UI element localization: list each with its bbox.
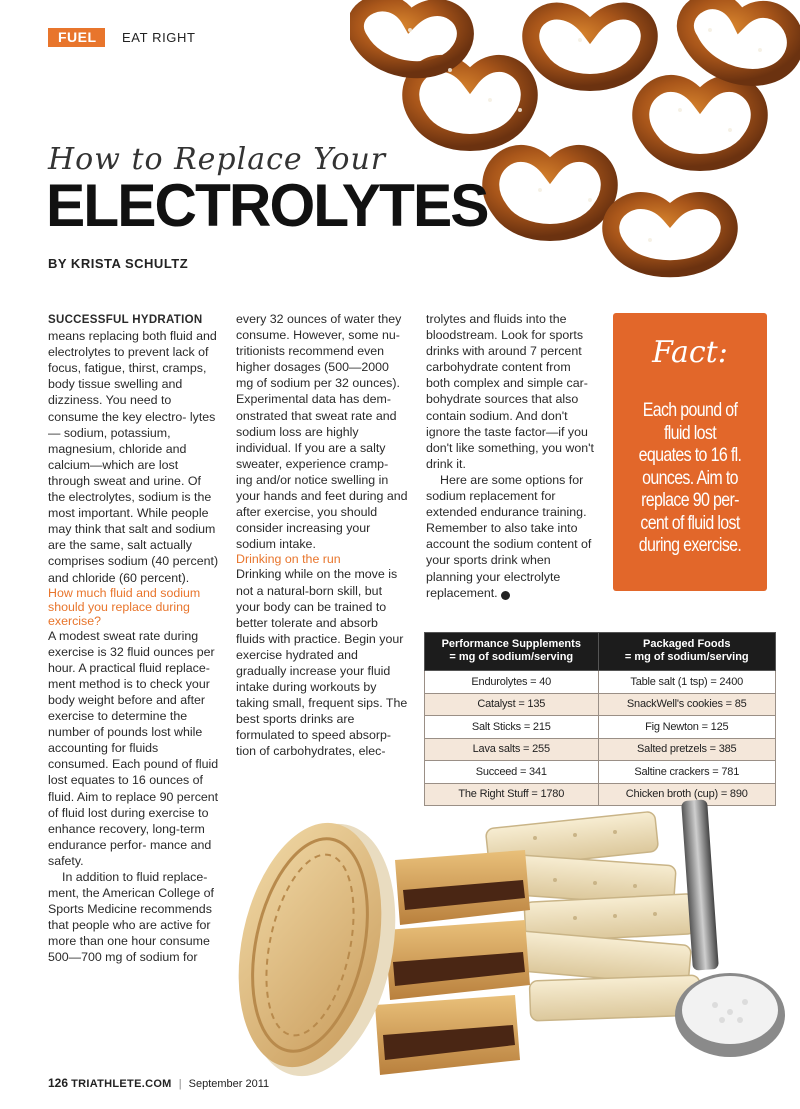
footer-date: September 2011 — [188, 1078, 270, 1090]
paragraph-text: Here are some options for sodium replacement for extended endurance training. Remember to also take into account the sodium content of your sports drink when planning your electrolyte replacement. — [426, 472, 592, 600]
table-cell: The Right Stuff = 1780 — [425, 783, 599, 806]
sodium-table — [424, 632, 776, 806]
fact-title: Fact: — [652, 335, 728, 370]
end-mark-icon: t — [501, 591, 510, 600]
paragraph: Drinking while on the move is not a natural-born skill, but your body can be trained to better tolerate and absorb fluids with practice. Begin your exercise hydrated and gradually increase your fluid intake during workouts by taking small, frequent sips. The best sports drinks are formulated to speed absorp- tion of carbohydrates, elec- — [236, 567, 408, 759]
paragraph: trolytes and fluids into the bloodstream. Look for sports drinks with around 7 percent carbohydrate content from both complex and simple car- bohydrate sources that also contain sodium. And don't ignore the taste factor—if you don't like something, you won't drink it. — [426, 312, 594, 471]
pretzels-photo — [350, 0, 800, 290]
lead-paragraph — [48, 311, 220, 586]
table-row — [425, 693, 776, 716]
footer-site: TRIATHLETE.COM — [71, 1078, 172, 1090]
fact-text: Each pound of fluid lost equates to 16 fl. ounces. Aim to replace 90 per- cent of fluid lost during exercise. — [638, 399, 742, 556]
subhead-drinking: Drinking on the run — [236, 552, 341, 567]
table-cell: Fig Newton = 125 — [598, 716, 776, 739]
table-cell: SnackWell's cookies = 85 — [598, 693, 776, 716]
column-1 — [48, 311, 220, 966]
paragraph — [426, 472, 598, 601]
fact-box — [613, 313, 767, 591]
byline: BY KRISTA SCHULTZ — [48, 256, 189, 271]
section-subtitle: EAT RIGHT — [122, 30, 196, 45]
table-cell: Chicken broth (cup) = 890 — [598, 783, 776, 806]
table-cell: Lava salts = 255 — [425, 738, 599, 761]
table-cell: Succeed = 341 — [425, 761, 599, 784]
lead-in: SUCCESSFUL HYDRATION — [48, 314, 203, 326]
subhead-fluid-sodium: How much fluid and sodium should you replace during exercise? — [48, 585, 201, 628]
table-cell: Salted pretzels = 385 — [598, 738, 776, 761]
saltine-crackers — [485, 811, 700, 1021]
table-row — [425, 671, 776, 694]
column-2 — [236, 311, 408, 760]
paragraph: A modest sweat rate during exercise is 32 fluid ounces per hour. A practical fluid replace- ment method is to check your body weight before and after exercise to determine the number of pounds lost while accounting for fluids consumed. Each pound of fluid lost equates to 16 ounces of fluid. Aim to replace 90 percent of fluid lost during exercise to enhance recovery, long-term endurance perfor- mance and safety. — [48, 628, 219, 868]
table-header-supplements: Performance Supplements = mg of sodium/serving — [425, 633, 599, 671]
page-footer — [48, 1076, 269, 1090]
column-3 — [426, 311, 598, 601]
table-cell: Salt Sticks = 215 — [425, 716, 599, 739]
table-cell: Endurolytes = 40 — [425, 671, 599, 694]
table-cell: Catalyst = 135 — [425, 693, 599, 716]
page-number: 126 — [48, 1076, 69, 1090]
table-cell: Table salt (1 tsp) = 2400 — [598, 671, 776, 694]
paragraph: In addition to fluid replace- ment, the American College of Sports Medicine recommends that people who are active for more than one hour consume 500—700 mg of sodium for — [48, 870, 214, 965]
section-tag: FUEL — [48, 28, 105, 47]
table-row — [425, 716, 776, 739]
table-row — [425, 738, 776, 761]
footer-divider: | — [178, 1078, 182, 1090]
page-title: ELECTROLYTES — [46, 172, 488, 239]
table-header-foods: Packaged Foods = mg of sodium/serving — [598, 633, 776, 671]
table-cell: Saltine crackers = 781 — [598, 761, 776, 784]
snack-foods-photo — [225, 790, 800, 1080]
fig-bars — [375, 850, 530, 1075]
paragraph: every 32 ounces of water they consume. However, some nu- tritionists recommend even higher dosages (500—2000 mg of sodium per 32 ounces). Experimental data has dem- onstrated that sweat rate and sodium loss are highly individual. If you are a salty sweater, experience cramp- ing and/or notice swelling in your hands and feet during and after exercise, you should consider increasing your sodium intake. — [236, 312, 408, 552]
title-script: How to Replace Your — [48, 142, 387, 177]
measuring-spoon — [675, 799, 785, 1057]
table-header-row — [425, 633, 776, 671]
table-row — [425, 761, 776, 784]
paragraph-text: means replacing both fluid and electrolytes to prevent lack of focus, fatigue, thirst, cramps, body tissue swelling and dizziness. You need to consume the key electro- lytes— sodium, potassium, magnesium, chloride and calcium—which are lost through sweat and urine. Of the electrolytes, sodium is the most important. While people may think that salt and sodium are the same, salt actually comprises sodium (40 percent) and chloride (60 percent). — [48, 329, 219, 585]
